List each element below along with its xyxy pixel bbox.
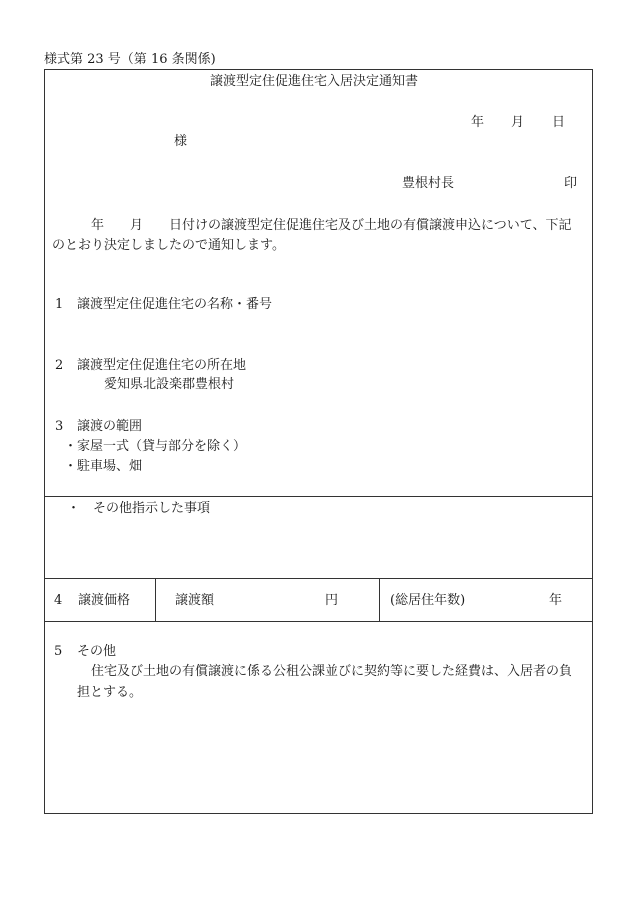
item-2-value: 愛知県北設楽郡豊根村 [104,377,235,392]
item-5-text-line-2: 担とする。 [77,685,143,700]
item-3-bullet-2: ・駐車場、畑 [64,459,143,474]
amount-unit: 円 [325,593,339,608]
divider-other-instructions [45,496,592,497]
price-col-divider-2 [379,578,380,621]
item-5-text-line-1: 住宅及び土地の有償譲渡に係る公租公課並びに契約等に要した経費は、入居者の負 [91,664,573,679]
other-instructions: ・ その他指示した事項 [67,501,211,516]
divider-price-bottom [45,621,592,622]
body-text-line-1: 年 月 日付けの譲渡型定住促進住宅及び土地の有償譲渡申込について、下記 [91,218,572,233]
residence-years-label: (総居住年数) [390,593,466,608]
price-col-divider-1 [155,578,156,621]
item-4-number: 4 [54,593,63,608]
item-3-label: 譲渡の範囲 [77,419,143,434]
item-2-label: 譲渡型定住促進住宅の所在地 [77,358,247,373]
date-year: 年 [471,115,485,130]
residence-years-unit: 年 [549,593,563,608]
form-number-label: 様式第 23 号（第 16 条関係) [44,52,216,67]
divider-price-top [45,578,592,579]
item-5-label: その他 [77,644,117,659]
date-month: 月 [511,115,525,130]
seal-mark: 印 [564,176,578,191]
body-text-line-2: のとおり決定しましたので通知します。 [52,238,285,253]
issuer-name: 豊根村長 [402,176,455,191]
item-1-number: 1 [55,297,64,312]
date-day: 日 [552,115,566,130]
item-5-number: 5 [54,644,63,659]
item-3-number: 3 [55,419,64,434]
addressee-suffix: 様 [174,134,188,149]
amount-label: 譲渡額 [175,593,215,608]
document-title: 譲渡型定住促進住宅入居決定通知書 [210,74,419,89]
price-label: 譲渡価格 [78,593,131,608]
item-1-label: 譲渡型定住促進住宅の名称・番号 [77,297,273,312]
item-3-bullet-1: ・家屋一式（貸与部分を除く） [64,439,247,454]
item-2-number: 2 [55,358,64,373]
